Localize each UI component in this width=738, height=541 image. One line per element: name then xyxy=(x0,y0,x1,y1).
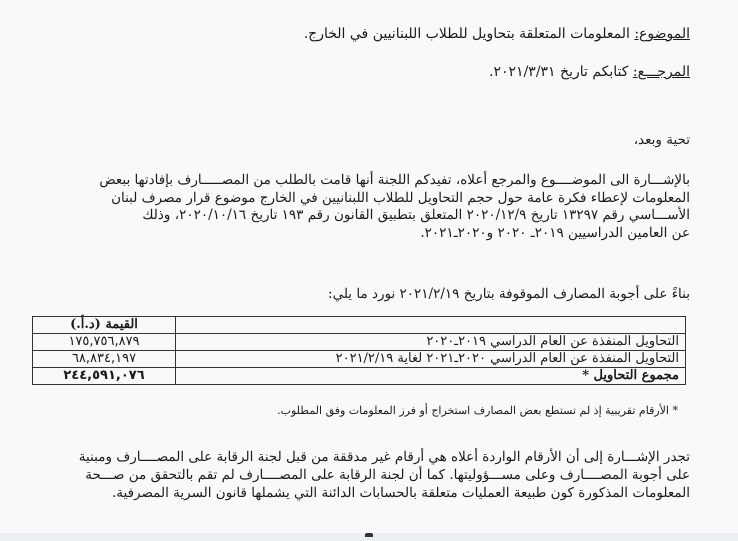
table-row-label: التحاويل المنفذة عن العام الدراسي ٢٠٢٠ـ٢٠٢١ لغاية ٢٠٢١/٢/١٩ xyxy=(176,351,686,368)
paragraph-line: المعلومات لإعطاء فكرة عامة حول حجم التحاويل للطلاب اللبنانيين في الخارج موضوع قرار مصرف لبنان xyxy=(111,189,690,206)
table-header-value: القيمة (د.أ.) xyxy=(33,317,176,334)
table-row xyxy=(33,334,686,351)
page-mark xyxy=(365,533,373,537)
reference-text: كتابكم تاريخ ٢٠٢١/٣/٣١. xyxy=(489,64,633,80)
greeting: تحية وبعد، xyxy=(633,132,690,148)
paragraph-line: بالإشـــارة الى الموضــــوع والمرجع أعلاه، تفيدكم اللجنة أنها قامت بالطلب من المصـــــارف بإفادتها ببعض xyxy=(99,172,690,188)
table-total-label: مجموع التحاويل * xyxy=(176,368,686,385)
paragraph-line: الأســـاسي رقم ١٣٢٩٧ تاريخ ٢٠٢٠/١٢/٩ المتعلق بتطبيق القانون رقم ١٩٣ تاريخ ٢٠٢٠/١٠/١٦، وذلك xyxy=(142,207,690,223)
paragraph-line: تجدر الإشـــارة إلى أن الأرقام الواردة أعلاه هي أرقام غير مدققة من قبل لجنة الرقابة على المصــــارف ومبنية xyxy=(78,449,690,465)
subject-label: الموضوع: xyxy=(634,26,690,42)
table-intro: بناءً على أجوبة المصارف الموقوفة بتاريخ ٢٠٢١/٢/١٩ نورد ما يلي: xyxy=(328,286,690,302)
subject-text: المعلومات المتعلقة بتحاويل للطلاب اللبنانيين في الخارج. xyxy=(303,26,635,42)
reference-label: المرجـــع: xyxy=(632,64,690,80)
table-header-row xyxy=(33,317,686,334)
transfers-table xyxy=(32,316,686,385)
table-header-empty xyxy=(176,317,686,334)
reference-line xyxy=(489,64,690,80)
table-total-row xyxy=(33,368,686,385)
paragraph-line: عن العامين الدراسيين ٢٠١٩ـ ٢٠٢٠ و٢٠٢٠ـ٢٠٢١. xyxy=(420,224,690,241)
table-row xyxy=(33,351,686,368)
paragraph-intro xyxy=(22,172,690,242)
paragraph-line: المعلومات المذكورة كون طبيعة العمليات متعلقة بالحسابات الدائنة التي يشملها قانون السرية المصرفية. xyxy=(111,485,690,501)
subject-line xyxy=(304,26,690,42)
table-row-label: التحاويل المنفذة عن العام الدراسي ٢٠١٩ـ٢٠٢٠ xyxy=(176,334,686,351)
footnote: * الأرقام تقريبية إذ لم تستطع بعض المصارف استخراج أو فرز المعلومات وفق المطلوب. xyxy=(277,404,678,417)
table-total-value: ٢٤٤,٥٩١,٠٧٦ xyxy=(33,368,176,385)
paragraph-line: على أجوبة المصــــارف وعلى مســـؤوليتها. كما أن لجنة الرقابة على المصــــارف لم تقم بالتحقق من صـــحة xyxy=(85,467,690,483)
paragraph-disclaimer xyxy=(22,448,690,502)
table-row-value: ١٧٥,٧٥٦,٨٧٩ xyxy=(33,334,176,351)
table-row-value: ٦٨,٨٣٤,١٩٧ xyxy=(33,351,176,368)
